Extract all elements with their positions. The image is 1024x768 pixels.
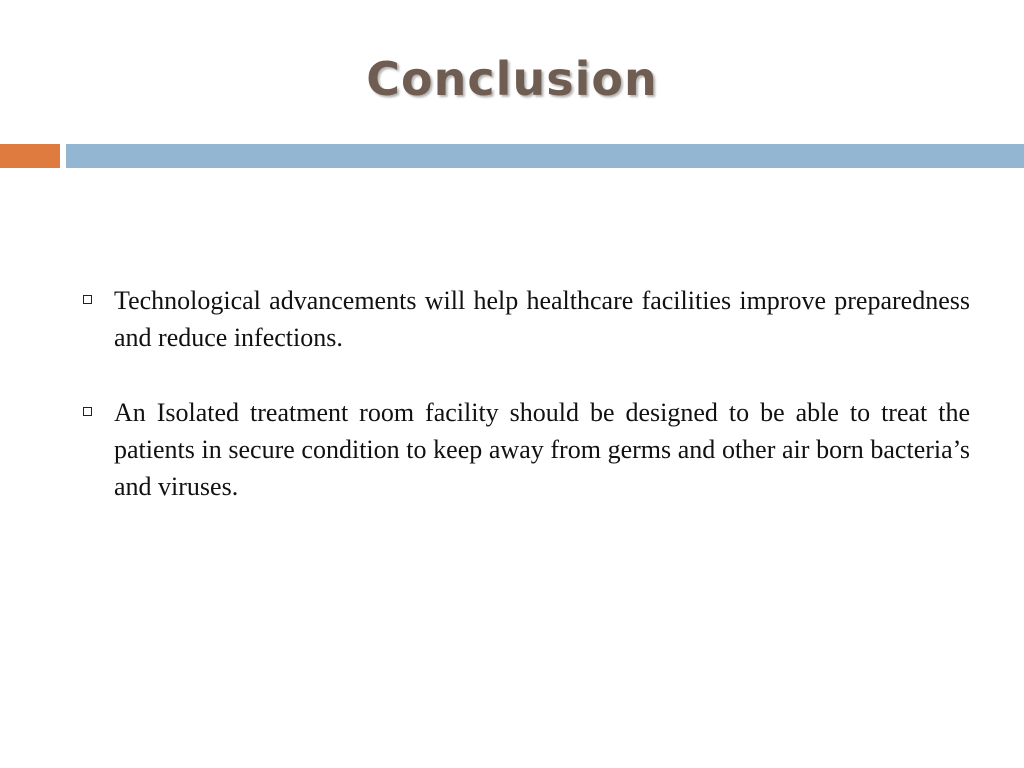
- bullet-item: [78, 394, 970, 505]
- accent-bar-orange: [0, 144, 60, 168]
- bullet-item: [78, 282, 970, 356]
- hollow-square-bullet-icon: [83, 295, 92, 304]
- bullet-list: [78, 282, 970, 543]
- slide-title: Conclusion: [366, 52, 658, 106]
- bullet-text: An Isolated treatment room facility should be designed to be able to treat the patients in secure condition to keep away from germs and other air born bacteria’s and viruses.: [114, 398, 970, 501]
- bullet-text: Technological advancements will help healthcare facilities improve preparedness and reduce infections.: [114, 286, 970, 352]
- hollow-square-bullet-icon: [83, 407, 92, 416]
- accent-bar-blue: [66, 144, 1024, 168]
